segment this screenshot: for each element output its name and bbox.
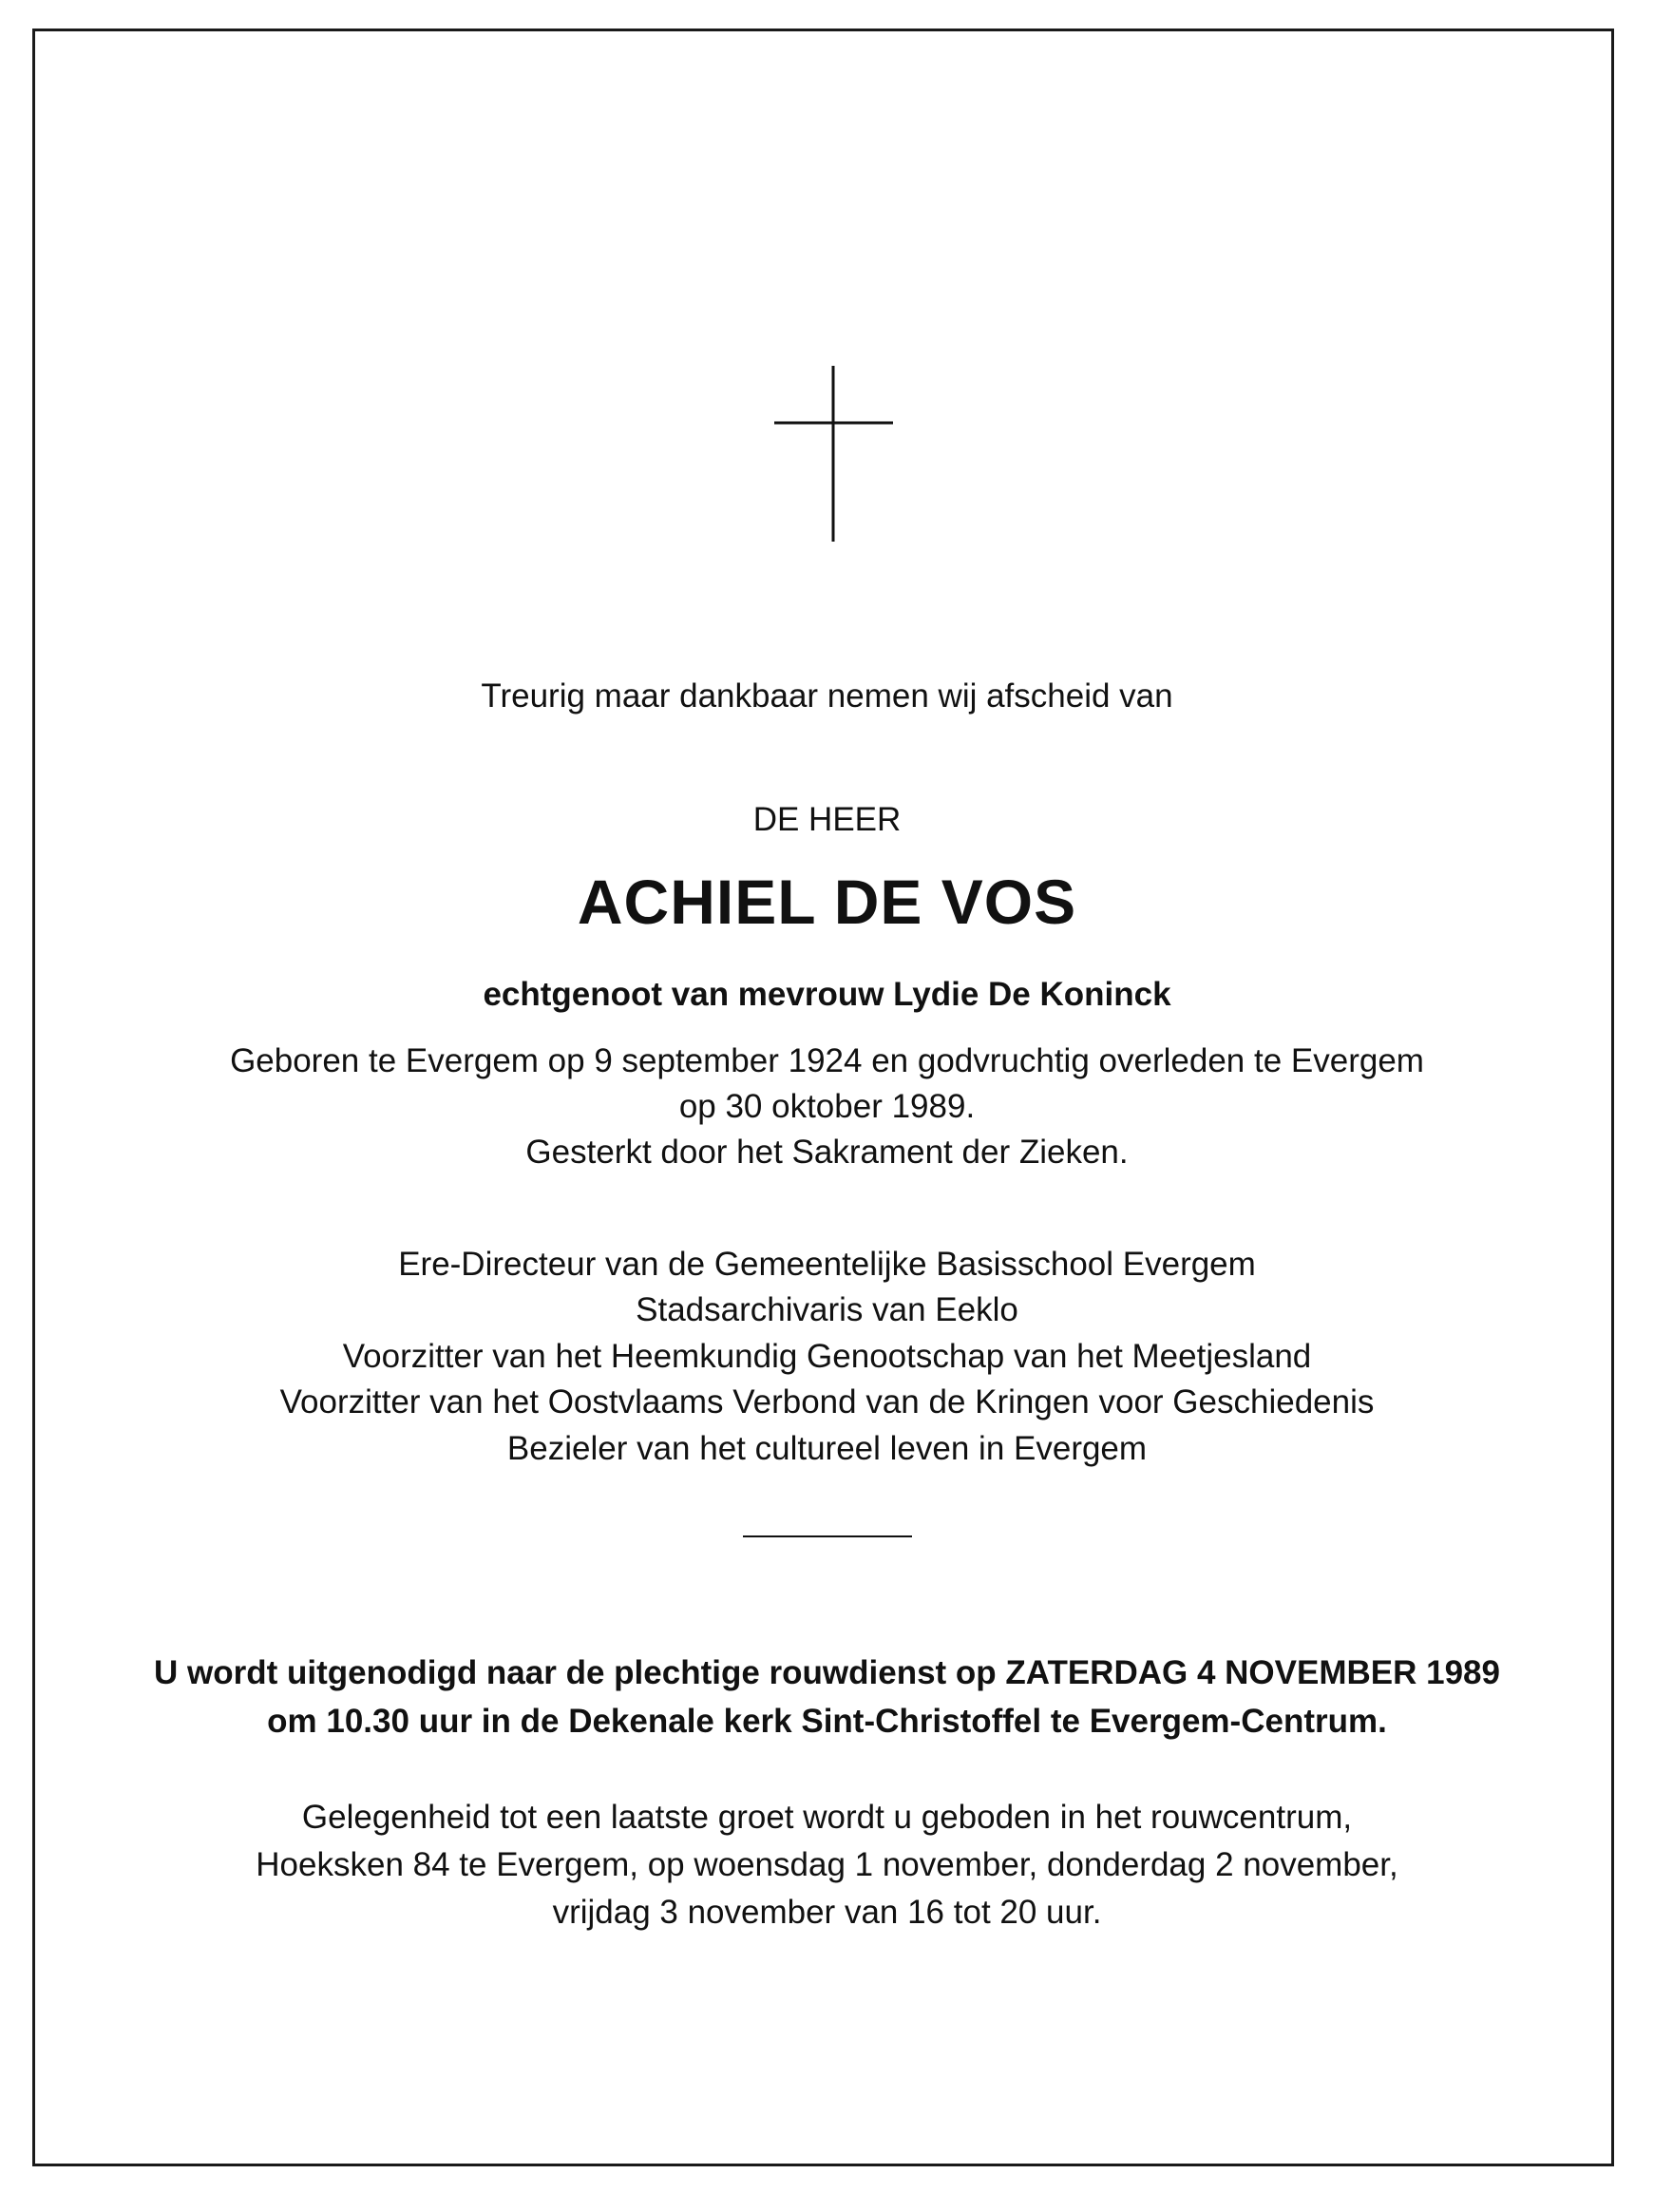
honorific: DE HEER: [752, 801, 902, 838]
birth-death-line: Geboren te Evergem op 9 september 1924 en godvruchtig overleden te Evergem: [230, 1042, 1424, 1079]
title-line: Voorzitter van het Oostvlaams Verbond van de Kringen voor Geschiedenis: [279, 1383, 1375, 1421]
spouse-line: echtgenoot van mevrouw Lydie De Koninck: [483, 976, 1171, 1013]
sacrament-line: Gesterkt door het Sakrament der Zieken.: [525, 1134, 1129, 1171]
title-line: Ere-Directeur van de Gemeentelijke Basisschool Evergem: [398, 1246, 1256, 1283]
cross-icon: [774, 366, 893, 542]
title-line: Bezieler van het cultureel leven in Evergem: [506, 1430, 1148, 1467]
service-line: om 10.30 uur in de Dekenale kerk Sint-Christoffel te Evergem-Centrum.: [267, 1703, 1387, 1740]
service-line: U wordt uitgenodigd naar de plechtige rouwdienst op ZATERDAG 4 NOVEMBER 1989: [154, 1654, 1500, 1691]
birth-death-line: op 30 oktober 1989.: [678, 1088, 976, 1125]
visitation-line: vrijdag 3 november van 16 tot 20 uur.: [552, 1894, 1102, 1931]
divider: [743, 1535, 912, 1537]
visitation-line: Gelegenheid tot een laatste groet wordt u geboden in het rouwcentrum,: [301, 1799, 1353, 1836]
visitation-line: Hoeksken 84 te Evergem, op woensdag 1 november, donderdag 2 november,: [256, 1846, 1398, 1883]
intro-text: Treurig maar dankbaar nemen wij afscheid van: [481, 677, 1173, 715]
deceased-name: ACHIEL DE VOS: [577, 867, 1077, 937]
title-line: Stadsarchivaris van Eeklo: [636, 1291, 1018, 1328]
title-line: Voorzitter van het Heemkundig Genootschap van het Meetjesland: [342, 1338, 1312, 1375]
